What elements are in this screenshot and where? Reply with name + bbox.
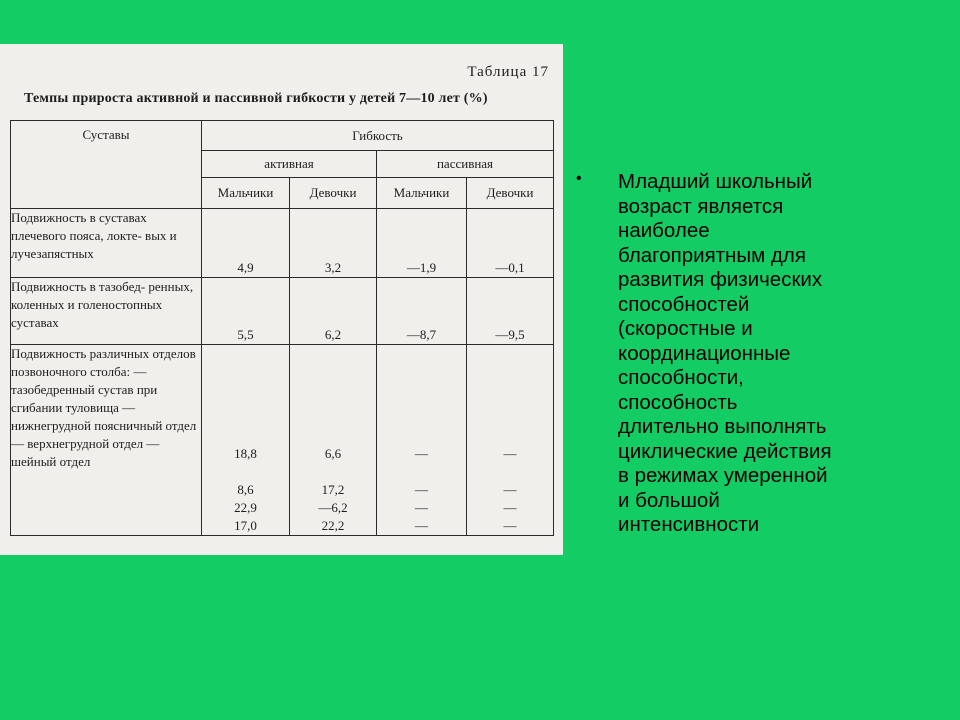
row-label: Подвижность в суставах плечевого пояса, локте- вых и лучезапястных bbox=[11, 209, 202, 278]
header-active-girls: Девочки bbox=[290, 178, 377, 209]
cell-active-boys: 5,5 bbox=[202, 278, 290, 345]
cell-passive-boys: —8,7 bbox=[377, 278, 467, 345]
cell-active-boys: 4,9 bbox=[202, 209, 290, 278]
cell-active-boys: 18,8 8,6 22,9 17,0 bbox=[202, 345, 290, 536]
cell-passive-girls: —0,1 bbox=[467, 209, 554, 278]
cell-passive-girls: — — — — bbox=[467, 345, 554, 536]
table-row bbox=[11, 278, 554, 345]
bullet-point bbox=[576, 170, 936, 538]
header-active: активная bbox=[202, 151, 377, 178]
header-joints: Суставы bbox=[11, 121, 202, 209]
table-row bbox=[11, 345, 554, 536]
header-active-boys: Мальчики bbox=[202, 178, 290, 209]
bullet-text: Младший школьный возраст является наиболее благоприятным для развития физических способностей (скоростные и координационные способности, способность длительно выполнять циклические действия в режимах умеренной и большой интенсивности bbox=[618, 170, 832, 536]
header-passive: пассивная bbox=[377, 151, 554, 178]
cell-passive-boys: — — — — bbox=[377, 345, 467, 536]
bullet-marker: • bbox=[576, 170, 582, 187]
row-label: Подвижность различных отделов позвоночного столба: — тазобедренный сустав при сгибании туловища — нижнегрудной поясничный отдел — верхнегрудной отдел — шейный отдел bbox=[11, 345, 202, 536]
header-flexibility: Гибкость bbox=[202, 121, 554, 151]
table-row bbox=[11, 209, 554, 278]
scanned-table-image bbox=[0, 44, 563, 555]
header-passive-boys: Мальчики bbox=[377, 178, 467, 209]
table-title: Темпы прироста активной и пассивной гибкости у детей 7—10 лет (%) bbox=[24, 91, 488, 106]
flexibility-table bbox=[10, 120, 554, 536]
header-passive-girls: Девочки bbox=[467, 178, 554, 209]
cell-active-girls: 6,2 bbox=[290, 278, 377, 345]
row-label: Подвижность в тазобед- ренных, коленных и голеностопных суставах bbox=[11, 278, 202, 345]
cell-passive-girls: —9,5 bbox=[467, 278, 554, 345]
table-number: Таблица 17 bbox=[467, 64, 549, 80]
cell-passive-boys: —1,9 bbox=[377, 209, 467, 278]
cell-active-girls: 6,6 17,2 —6,2 22,2 bbox=[290, 345, 377, 536]
cell-active-girls: 3,2 bbox=[290, 209, 377, 278]
